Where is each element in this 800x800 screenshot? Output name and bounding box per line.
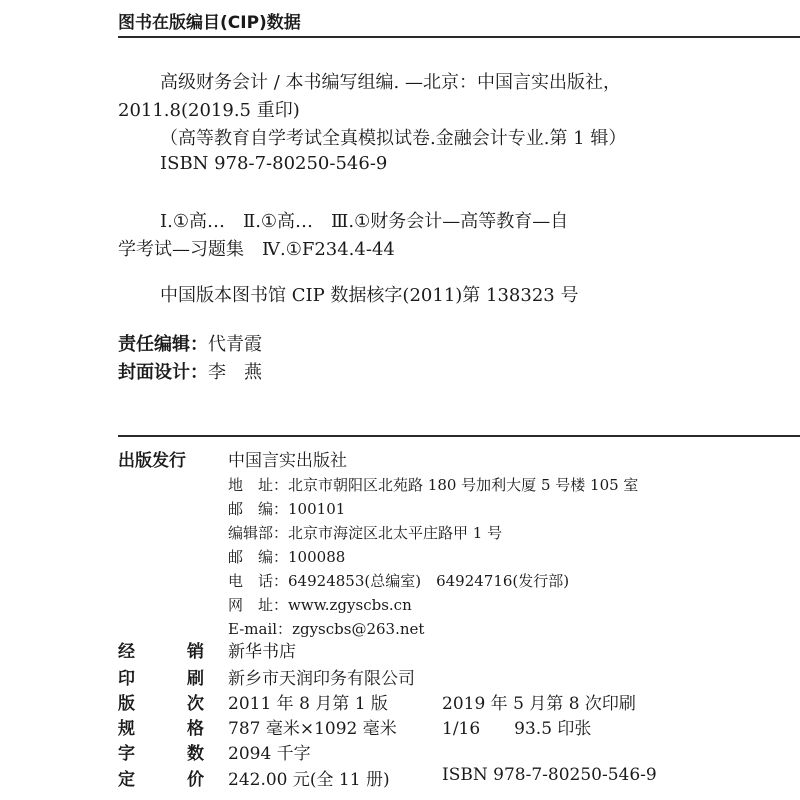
spec-label-char: 字 (118, 744, 135, 764)
spec-label (118, 689, 204, 714)
detail-value: 64924853(总编室) 64924716(发行部) (288, 572, 570, 590)
spec-label-char: 数 (187, 744, 204, 764)
publisher-label: 出版发行 (118, 451, 186, 471)
spec-label-char: 价 (187, 770, 204, 790)
top-rule (118, 36, 800, 38)
spec-label (118, 739, 204, 764)
spec-label-char: 销 (187, 642, 204, 662)
spec-label-char: 次 (187, 694, 204, 714)
credit-cover-label: 封面设计： (118, 362, 208, 383)
credit-cover-design (118, 358, 262, 384)
spec-value: 2011 年 8 月第 1 版 (228, 694, 388, 714)
spec-value: 新华书店 (228, 642, 296, 662)
publisher-address (228, 474, 638, 495)
spec-label-char: 定 (118, 770, 135, 790)
cip-heading: 图书在版编目(CIP)数据 (118, 13, 301, 33)
cip-line-1: 高级财务会计 / 本书编写组编. —北京：中国言实出版社， (160, 72, 621, 93)
editorial-address (228, 522, 502, 543)
detail-key: 电 话： (228, 572, 289, 590)
credit-editor-value: 代青霞 (208, 334, 262, 355)
publisher-name: 中国言实出版社 (228, 451, 347, 471)
spec-row (118, 739, 204, 764)
spec-label (118, 637, 204, 662)
spec-row (118, 689, 204, 714)
detail-value: 北京市海淀区北太平庄路甲 1 号 (288, 524, 503, 542)
spec-value: 2094 千字 (228, 744, 311, 764)
detail-value: zgyscbs@263.net (292, 620, 425, 638)
spec-row (118, 765, 204, 790)
publisher-email (228, 618, 424, 639)
spec-row (118, 664, 204, 689)
spec-label-char: 刷 (187, 669, 204, 689)
cip-subject-line-2: 学考试—习题集 Ⅳ.①F234.4-44 (118, 239, 395, 260)
cip-subject-line-1: Ⅰ.①高… Ⅱ.①高… Ⅲ.①财务会计—高等教育—自 (160, 211, 569, 232)
spec-extra: 1/16 93.5 印张 (442, 719, 592, 739)
spec-extra: 2019 年 5 月第 8 次印刷 (442, 694, 636, 714)
publisher-website (228, 594, 412, 615)
spec-label-char: 经 (118, 642, 135, 662)
editorial-postcode (228, 546, 345, 567)
spec-label (118, 714, 204, 739)
spec-row (118, 637, 204, 662)
detail-value: 北京市朝阳区北苑路 180 号加利大厦 5 号楼 105 室 (288, 476, 639, 494)
credit-editor-label: 责任编辑： (118, 334, 208, 355)
detail-key: 编辑部： (228, 524, 289, 542)
cip-library-line: 中国版本图书馆 CIP 数据核字(2011)第 138323 号 (160, 285, 579, 306)
cip-line-2: 2011.8(2019.5 重印) (118, 100, 300, 121)
credit-cover-value: 李 燕 (208, 362, 262, 383)
detail-key: 网 址： (228, 596, 289, 614)
credit-editor (118, 330, 262, 356)
spec-label-char: 格 (187, 719, 204, 739)
detail-value: www.zgyscbs.cn (288, 596, 412, 614)
publisher-postcode (228, 498, 345, 519)
spec-value: 787 毫米×1092 毫米 (228, 719, 397, 739)
spec-label (118, 664, 204, 689)
detail-value: 100101 (288, 500, 346, 518)
spec-value: 242.00 元(全 11 册) (228, 770, 390, 790)
detail-key: E-mail： (228, 620, 293, 638)
spec-label (118, 765, 204, 790)
spec-extra: ISBN 978-7-80250-546-9 (442, 765, 657, 785)
middle-rule (118, 435, 800, 437)
spec-label-char: 印 (118, 669, 135, 689)
detail-key: 地 址： (228, 476, 289, 494)
spec-row (118, 714, 204, 739)
detail-value: 100088 (288, 548, 346, 566)
detail-key: 邮 编： (228, 548, 289, 566)
spec-label-char: 版 (118, 694, 135, 714)
cip-series-line: （高等教育自学考试全真模拟试卷.金融会计专业.第 1 辑） (160, 128, 627, 149)
spec-label-char: 规 (118, 719, 135, 739)
spec-value: 新乡市天润印务有限公司 (228, 669, 415, 689)
publisher-phone (228, 570, 569, 591)
cip-isbn: ISBN 978-7-80250-546-9 (160, 153, 388, 174)
detail-key: 邮 编： (228, 500, 289, 518)
